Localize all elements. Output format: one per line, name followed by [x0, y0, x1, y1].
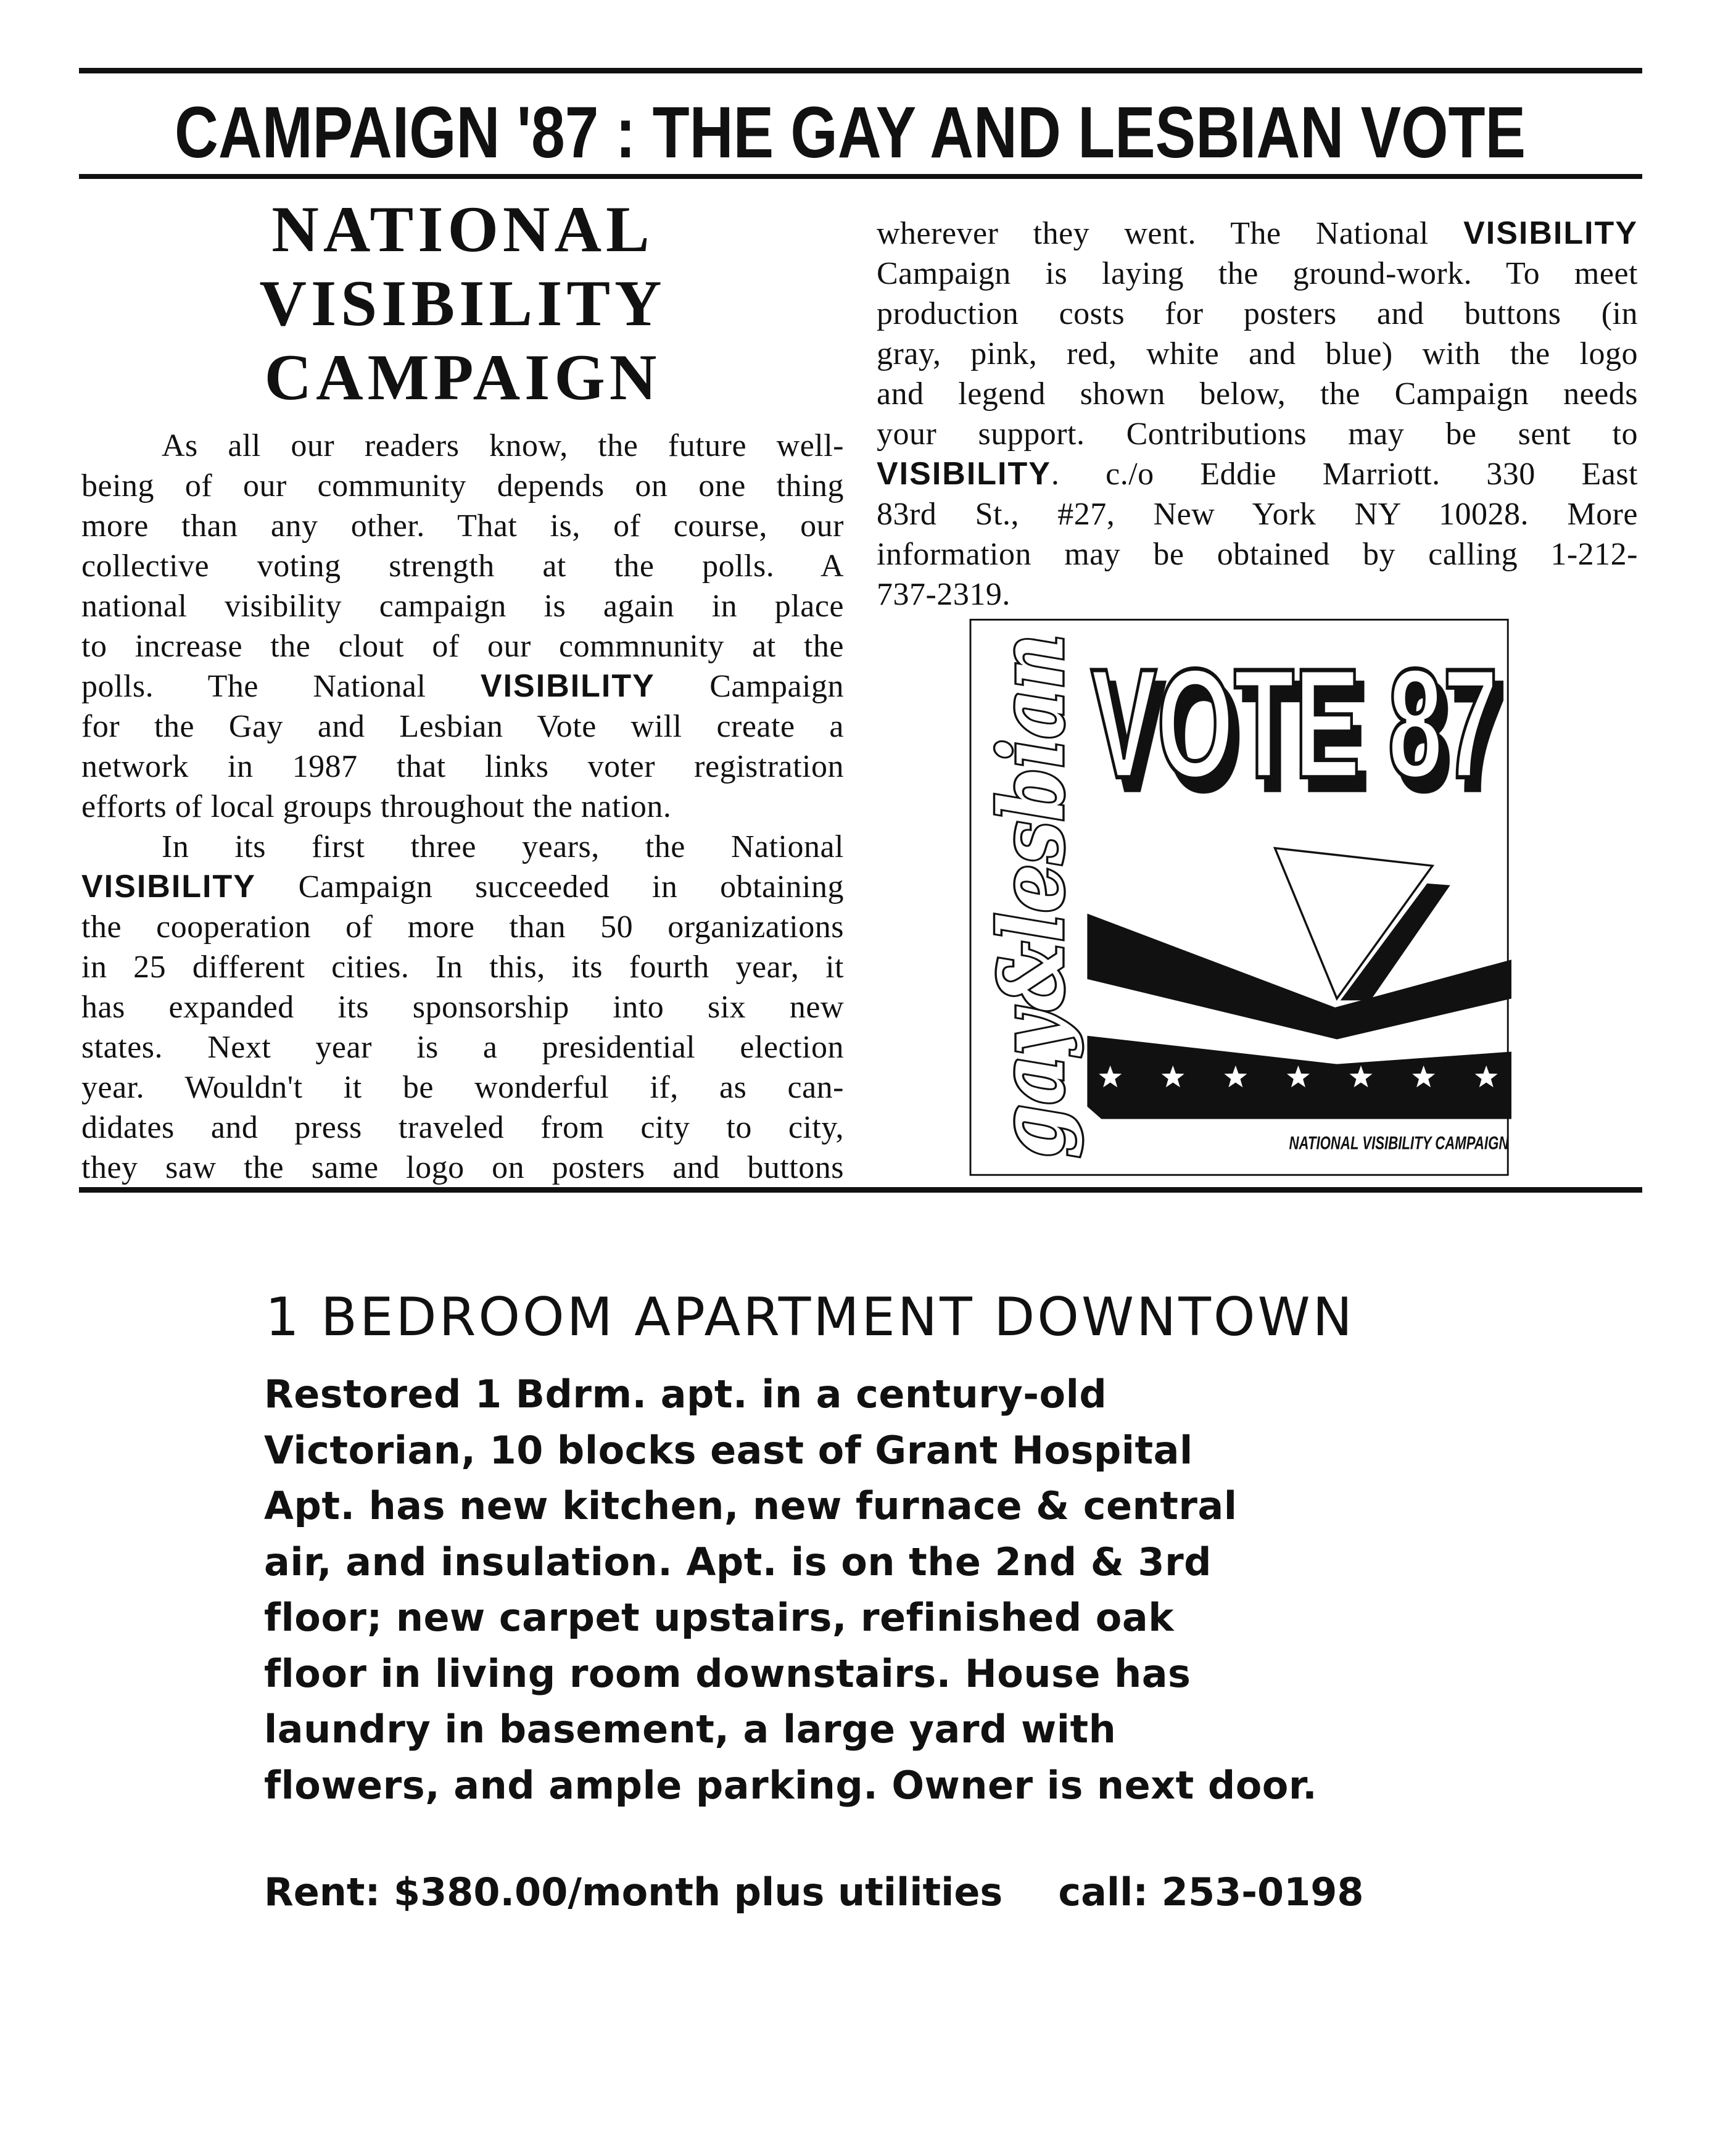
text-line [81, 1148, 844, 1188]
text-segment: and legend shown below, the Campaign needs [877, 376, 1638, 412]
text-line [81, 626, 844, 666]
text-segment: for the Gay and Lesbian Vote will create a [81, 709, 844, 744]
ad-line: laundry in basement, a large yard with [264, 1707, 1117, 1752]
title-rule [79, 174, 1642, 179]
text-line [81, 987, 844, 1027]
text-segment: gray, pink, red, white and blue) with the logo [877, 336, 1638, 371]
ad-rent: Rent: $380.00/month plus utilities [264, 1870, 1003, 1915]
heading-line: VISIBILITY [259, 267, 666, 339]
page-title-text: CAMPAIGN '87 : THE GAY AND LESBIAN VOTE [175, 92, 1526, 173]
text-line [877, 374, 1638, 414]
text-segment: has expanded its sponsorship into six new [81, 990, 844, 1025]
text-line [877, 414, 1638, 454]
logo-side-text: gay&lesbian [979, 550, 1084, 1158]
ad-body [264, 1367, 1317, 1813]
text-line [81, 947, 844, 987]
text-segment: they saw the same logo on posters and buttons [81, 1150, 844, 1185]
text-line [81, 466, 844, 506]
text-segment: Campaign [655, 669, 844, 704]
text-line [81, 907, 844, 947]
ad-title: 1 BEDROOM APARTMENT DOWNTOWN [265, 1286, 1355, 1348]
bold-visibility-text: VISIBILITY [81, 869, 256, 905]
text-line [81, 546, 844, 586]
text-line [81, 1067, 844, 1108]
text-line [81, 706, 844, 747]
text-segment: 737-2319. [877, 577, 1011, 612]
text-line [81, 426, 844, 466]
article-right-column [877, 213, 1638, 615]
ad-line: Apt. has new kitchen, new furnace & central [264, 1483, 1238, 1528]
top-rule [79, 68, 1642, 73]
ad-line: flowers, and ample parking. Owner is next door. [264, 1762, 1318, 1808]
logo-footer-text: NATIONAL VISIBILITY CAMPAIGN [1289, 1133, 1510, 1154]
text-line [81, 586, 844, 626]
text-segment: your support. Contributions may be sent to [877, 416, 1638, 452]
text-line [877, 254, 1638, 294]
text-line [81, 747, 844, 787]
bold-visibility-text: VISIBILITY [1463, 215, 1638, 251]
text-line [877, 294, 1638, 334]
ad-line: air, and insulation. Apt. is on the 2nd & 3rd [264, 1539, 1212, 1584]
article-heading [185, 193, 740, 415]
text-segment: wherever they went. The National [877, 216, 1464, 251]
bold-visibility-text: VISIBILITY [877, 456, 1051, 492]
text-line [877, 534, 1638, 574]
ad-phone: call: 253-0198 [1058, 1870, 1364, 1915]
vote-87-logo [956, 550, 1511, 1178]
text-line [81, 787, 844, 827]
ad-line: floor; new carpet upstairs, refinished oak [264, 1595, 1174, 1640]
text-segment: Campaign is laying the ground-work. To meet [877, 256, 1638, 291]
bottom-rule [79, 1187, 1642, 1193]
bold-visibility-text: VISIBILITY [480, 668, 655, 704]
text-line [877, 454, 1638, 494]
heading-line: CAMPAIGN [264, 341, 661, 413]
text-segment: As all our readers know, the future well- [162, 428, 844, 463]
text-line [81, 827, 844, 867]
text-segment: more than any other. That is, of course, our [81, 508, 844, 544]
text-line [81, 1108, 844, 1148]
text-segment: 83rd St., #27, New York NY 10028. More [877, 497, 1638, 532]
text-segment: year. Wouldn't it be wonderful if, as can- [81, 1070, 844, 1105]
text-segment: collective voting strength at the polls. A [81, 549, 844, 584]
text-line [81, 666, 844, 706]
ad-line: floor in living room downstairs. House has [264, 1650, 1191, 1696]
text-line [877, 213, 1638, 254]
text-segment: network in 1987 that links voter registration [81, 749, 844, 784]
text-segment: polls. The National [81, 669, 481, 704]
text-segment: efforts of local groups throughout the nation. [81, 789, 672, 824]
text-segment: being of our community depends on one thing [81, 468, 844, 503]
text-line [81, 867, 844, 907]
text-segment: information may be obtained by calling 1-212- [877, 537, 1638, 572]
ad-line: Victorian, 10 blocks east of Grant Hospital [264, 1427, 1193, 1473]
text-segment: production costs for posters and buttons (in [877, 296, 1638, 331]
heading-line: NATIONAL [271, 193, 654, 265]
text-line [877, 334, 1638, 374]
logo-main-text: VOTE 87 [1091, 636, 1498, 811]
ad-line: Restored 1 Bdrm. apt. in a century-old [264, 1372, 1107, 1417]
text-segment: national visibility campaign is again in place [81, 589, 844, 624]
text-line [81, 1027, 844, 1067]
text-segment: the cooperation of more than 50 organizations [81, 909, 844, 945]
page-title [79, 80, 1642, 173]
text-segment: In its first three years, the National [162, 829, 844, 864]
text-segment: in 25 different cities. In this, its fourth year, it [81, 950, 844, 985]
article-left-column [81, 426, 844, 1188]
text-segment: Campaign succeeded in obtaining [255, 869, 844, 905]
text-line [877, 574, 1638, 615]
text-segment: states. Next year is a presidential election [81, 1030, 844, 1065]
text-line [877, 494, 1638, 534]
text-line [81, 506, 844, 546]
text-segment: to increase the clout of our commnunity at the [81, 629, 844, 664]
text-segment: didates and press traveled from city to city, [81, 1110, 844, 1145]
ad-footer [264, 1870, 1364, 1915]
text-segment: . c./o Eddie Marriott. 330 East [1051, 457, 1638, 492]
